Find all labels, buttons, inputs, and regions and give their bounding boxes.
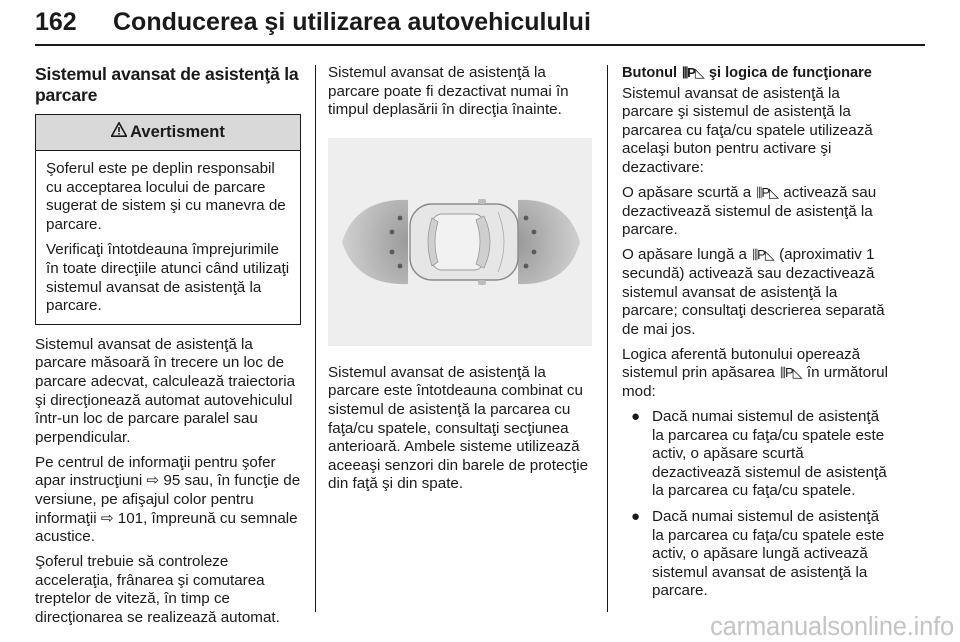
body-paragraph: Pe centrul de informaţii pentru şofer apar instrucţiuni ⇨ 95 sau, în funcţie de versiune, pe afişajul color pentru informaţii ⇨ 101, împreună cu semnale acustice.	[35, 453, 301, 546]
page-header	[35, 4, 925, 48]
text-span: (aproximativ 1 secundă) activează sau dezactivează sistemul avansat de asistenţă la parcare; consultaţi descrierea separată de mai jos.	[622, 246, 885, 338]
column-divider	[607, 65, 608, 612]
text-span: Logica aferentă butonului operează sistemul prin apăsarea	[622, 345, 861, 382]
list-item-text: Dacă numai sistemul de asistenţă la parcarea cu faţa/cu spatele este activ, o apăsare scurtă dezactivează sistemul de asistenţă la parcarea cu faţa/cu spatele.	[652, 408, 887, 500]
text-span: activează sau dezactivează sistemul de asistenţă la parcare.	[622, 184, 877, 239]
body-paragraph: Sistemul avansat de asistenţă la parcare poate fi dezactivat numai în timpul deplasării în direcţia înainte.	[328, 64, 569, 119]
header-rule	[35, 44, 925, 46]
bullet-icon: ●	[631, 408, 641, 426]
text-span: în următorul mod:	[622, 364, 888, 400]
warning-title: Avertisment	[130, 123, 225, 142]
warning-body	[36, 151, 300, 324]
parking-sensor-illustration	[328, 138, 592, 346]
page-number: 162	[35, 8, 77, 36]
warning-box	[35, 114, 301, 325]
section-title: Sistemul avansat de asistenţă la parcare	[35, 64, 299, 105]
column-divider	[315, 65, 316, 612]
body-paragraph: Şoferul trebuie să controleze acceleraţia, frânarea şi comutarea treptelor de viteză, în timp ce direcţionarea se realizează automat.	[35, 553, 280, 627]
warning-paragraph: Şoferul este pe deplin responsabil cu acceptarea locului de parcare sugerat de sistem şi cu manevra de parcare.	[46, 160, 286, 233]
column-2	[328, 64, 594, 500]
rear-sensor-zone	[342, 200, 408, 284]
text-span: O apăsare scurtă a	[622, 184, 752, 202]
chapter-title: Conducerea şi utilizarea autovehiculului	[113, 8, 591, 36]
car-top-view-illustration	[328, 138, 592, 346]
watermark: carmanualsonline.info	[710, 613, 954, 641]
subsection-title-end: şi logica de funcţionare	[708, 65, 872, 81]
body-paragraph	[622, 246, 892, 339]
body-paragraph: Sistemul avansat de asistenţă la parcare este întotdeauna combinat cu sistemul de asistenţă la parcarea cu faţa/cu spatele, consultaţi secţiunea anterioară. Ambele sisteme utilizează aceeaşi senzori din barele de protecţie din faţă şi din spate.	[328, 363, 589, 493]
list-item	[622, 408, 892, 501]
parking-assist-icon: ⫼P◺	[756, 185, 779, 201]
column-3	[622, 64, 892, 608]
parking-assist-icon: ⫼P◺	[682, 65, 704, 80]
bullet-icon: ●	[631, 508, 641, 526]
body-paragraph	[622, 184, 892, 240]
warning-header	[36, 115, 300, 151]
body-paragraph: Sistemul avansat de asistenţă la parcare şi sistemul de asistenţă la parcarea cu faţa/cu spatele utilizează acelaşi buton pentru activare şi dezactivare:	[622, 84, 873, 176]
parking-assist-icon: ⫼P◺	[752, 247, 774, 263]
body-paragraph	[622, 346, 892, 402]
column-1	[35, 64, 301, 634]
text-span: O apăsare lungă a	[622, 246, 747, 264]
warning-paragraph: Verificaţi întotdeauna împrejurimile în toate direcţiile atunci când utilizaţi sistemul avansat de asistenţă la parcare.	[46, 241, 290, 315]
list-item	[622, 508, 892, 601]
subsection-title	[622, 64, 892, 83]
body-paragraph: Sistemul avansat de asistenţă la parcare măsoară în trecere un loc de parcare adecvat, calculează traiectoria şi direcţionează automat autovehiculul într-un loc de parcare paralel sau perpendicular.	[35, 335, 296, 446]
warning-triangle-icon	[111, 122, 127, 143]
parking-assist-icon: ⫼P◺	[780, 365, 802, 381]
bullet-list	[622, 408, 892, 601]
subsection-title-start: Butonul	[622, 65, 678, 81]
front-sensor-zone	[518, 200, 580, 284]
list-item-text: Dacă numai sistemul de asistenţă la parcarea cu faţa/cu spatele este activ, o apăsare lungă activează sistemul avansat de asistenţă la parcare.	[652, 508, 885, 600]
